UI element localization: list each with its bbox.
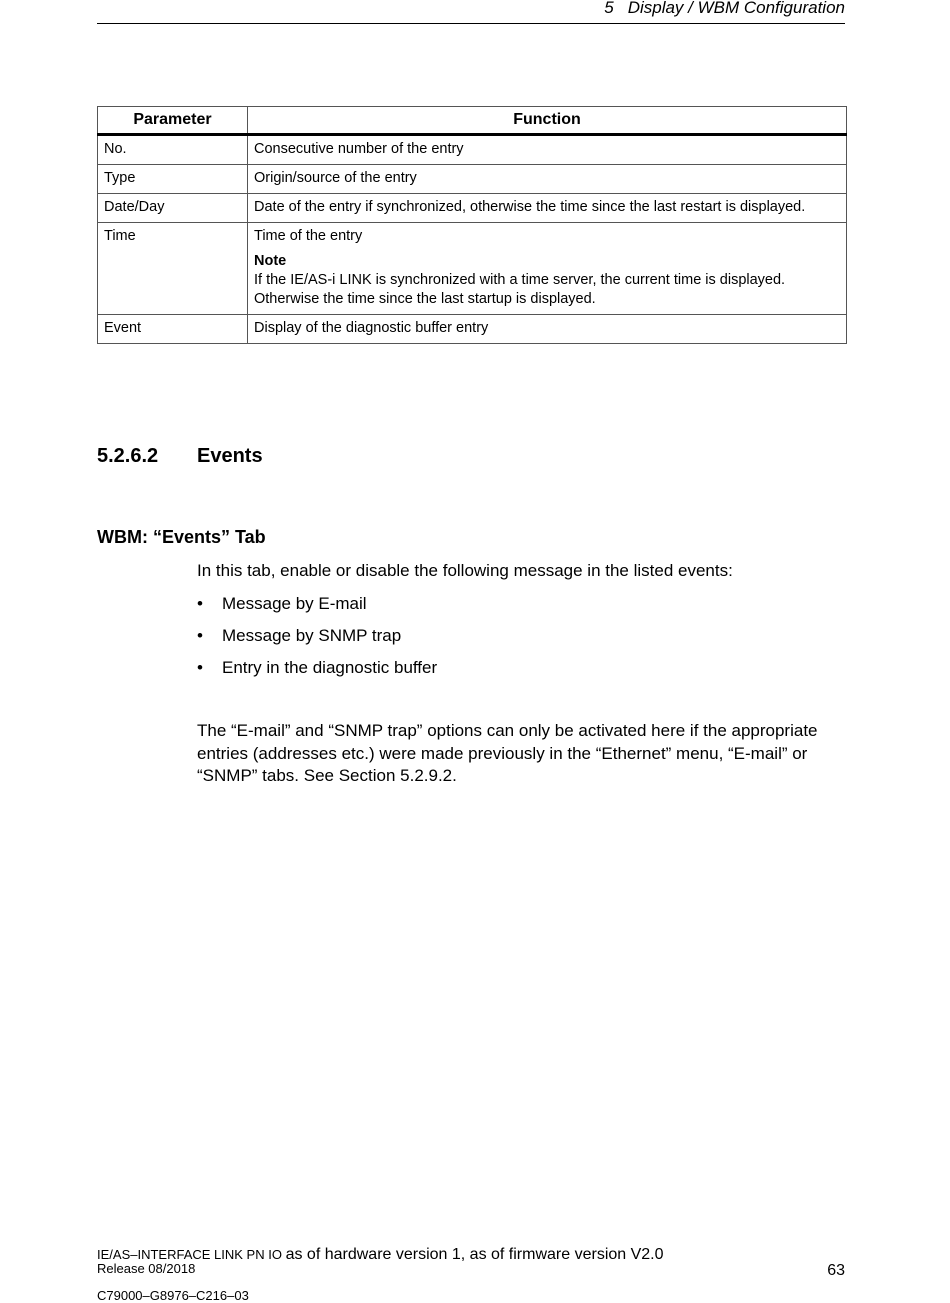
parameter-cell: Date/Day xyxy=(98,194,248,223)
column-header-function: Function xyxy=(248,107,847,135)
intro-paragraph: In this tab, enable or disable the following message in the listed events: xyxy=(197,561,733,580)
list-item xyxy=(197,593,847,625)
section-heading xyxy=(97,445,263,468)
function-cell xyxy=(248,223,847,315)
note-paragraph: The “E-mail” and “SNMP trap” options can only be activated here if the appropriate entries (addresses etc.) were made previously in the “Ethernet” menu, “E-mail” or “SNMP” tabs. See Section 5.2.9.2. xyxy=(197,721,818,785)
list-item xyxy=(197,657,847,689)
note-text: If the IE/AS-i LINK is synchronized with a time server, the current time is displayed. Otherwise the time since the last startup is displayed. xyxy=(254,272,786,307)
footer-doc-number: C79000–G8976–C216–03 xyxy=(97,1288,249,1303)
chapter-number: 5 xyxy=(604,0,614,17)
table-row xyxy=(98,315,847,344)
parameter-table xyxy=(97,106,847,344)
function-cell: Display of the diagnostic buffer entry xyxy=(248,315,847,344)
table-row xyxy=(98,223,847,315)
footer-release: Release 08/2018 xyxy=(97,1261,196,1276)
function-cell: Date of the entry if synchronized, otherwise the time since the last restart is displayed. xyxy=(248,194,847,223)
parameter-cell: Time xyxy=(98,223,248,315)
page-number: 63 xyxy=(827,1262,845,1279)
footer-product-line xyxy=(97,1247,664,1262)
chapter-title xyxy=(604,0,845,18)
subsection-heading: WBM: “Events” Tab xyxy=(97,527,266,547)
list-item xyxy=(197,625,847,657)
column-header-parameter: Parameter xyxy=(98,107,248,135)
list-item-text: Entry in the diagnostic buffer xyxy=(222,658,438,677)
parameter-cell: Type xyxy=(98,165,248,194)
parameter-cell: No. xyxy=(98,135,248,165)
function-cell: Consecutive number of the entry xyxy=(248,135,847,165)
bullet-icon: • xyxy=(197,626,203,645)
section-title: Events xyxy=(197,445,263,467)
footer-version: as of hardware version 1, as of firmware version V2.0 xyxy=(285,1246,664,1263)
table-row xyxy=(98,194,847,223)
footer xyxy=(97,1248,664,1303)
function-cell: Origin/source of the entry xyxy=(248,165,847,194)
running-header xyxy=(97,0,845,24)
table-row xyxy=(98,165,847,194)
chapter-name: Display / WBM Configuration xyxy=(627,0,845,17)
table-header-row xyxy=(98,107,847,135)
section-number: 5.2.6.2 xyxy=(97,445,159,467)
bullet-icon: • xyxy=(197,658,203,677)
event-list xyxy=(197,593,847,689)
bullet-icon: • xyxy=(197,594,203,613)
list-item-text: Message by E-mail xyxy=(222,594,367,613)
footer-product: IE/AS–INTERFACE LINK PN IO xyxy=(97,1247,282,1262)
table-row xyxy=(98,135,847,165)
parameter-cell: Event xyxy=(98,315,248,344)
list-item-text: Message by SNMP trap xyxy=(222,626,402,645)
function-text: Time of the entry xyxy=(254,228,363,244)
note-title: Note xyxy=(254,253,287,269)
